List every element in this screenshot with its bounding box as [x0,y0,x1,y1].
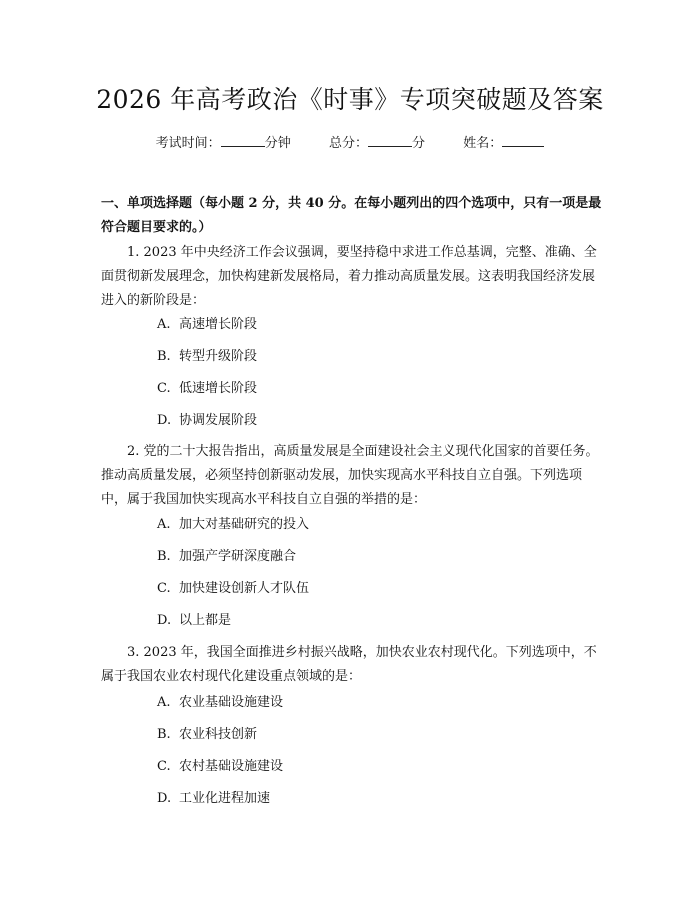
option-text: 农业基础设施建设 [179,695,284,710]
option-letter: B. [157,349,171,364]
option-item [157,411,257,431]
name-blank [502,135,544,147]
option-text: 协调发展阶段 [179,413,258,428]
option-text: 农村基础设施建设 [179,759,284,774]
option-text: 加强产学研深度融合 [179,549,297,564]
exam-meta-line [0,132,700,151]
option-item [157,379,257,399]
option-text: 农业科技创新 [179,727,258,742]
option-item [157,725,257,745]
option-item [157,547,296,567]
score-blank [368,135,412,147]
score-label: 总分： [328,136,368,151]
option-letter: A. [157,317,171,332]
option-letter: A. [157,517,171,532]
option-text: 工业化进程加速 [179,791,271,806]
option-item [157,757,283,777]
option-letter: D. [157,791,172,806]
page-title: 2026 年高考政治《时事》专项突破题及答案 [96,85,604,114]
time-unit: 分钟 [264,136,291,151]
option-text: 低速增长阶段 [179,381,258,396]
option-item [157,315,257,335]
option-item [157,611,231,631]
question-stem: 1. 2023 年中央经济工作会议强调，要坚持稳中求进工作总基调，完整、准确、全面贯彻新发展理念，加快构建新发展格局，着力推动高质量发展。这表明我国经济发展进入的新阶段是： [101,245,597,308]
question-stem: 3. 2023 年，我国全面推进乡村振兴战略，加快农业农村现代化。下列选项中，不属于我国农业农村现代化建设重点领域的是： [101,645,597,684]
name-label: 姓名： [463,136,503,151]
section-heading: 一、单项选择题（每小题 2 分，共 40 分。在每小题列出的四个选项中，只有一项是最符合题目要求的。） [101,196,602,235]
option-text: 加快建设创新人才队伍 [179,581,310,596]
option-item [157,515,309,535]
option-text: 转型升级阶段 [179,349,258,364]
time-blank [221,135,265,147]
option-item [157,579,309,599]
question-stem: 2. 党的二十大报告指出，高质量发展是全面建设社会主义现代化国家的首要任务。推动高质量发展，必须坚持创新驱动发展，加快实现高水平科技自立自强。下列选项中，属于我国加快实现高水平科技自立自强的举措的是： [101,444,599,507]
option-text: 以上都是 [179,613,232,628]
option-text: 加大对基础研究的投入 [179,517,310,532]
option-letter: C. [157,581,171,596]
option-item [157,693,283,713]
option-letter: C. [157,381,171,396]
option-item [157,347,257,367]
option-letter: C. [157,759,171,774]
option-letter: D. [157,613,172,628]
option-letter: B. [157,549,171,564]
option-letter: D. [157,413,172,428]
option-item [157,789,270,809]
score-unit: 分 [412,136,426,151]
option-text: 高速增长阶段 [179,317,258,332]
option-letter: B. [157,727,171,742]
option-letter: A. [157,695,171,710]
time-label: 考试时间： [155,136,221,151]
